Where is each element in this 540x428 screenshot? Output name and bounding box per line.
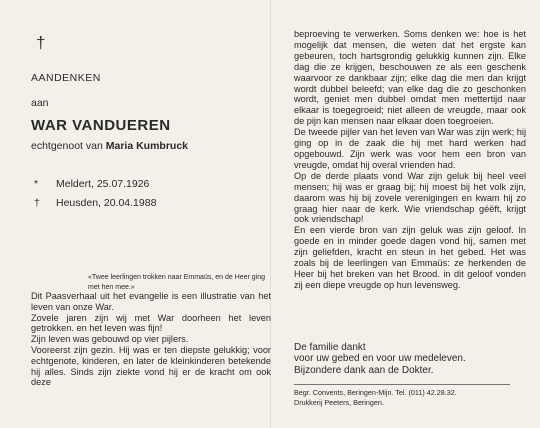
thanks-block [294,342,534,376]
left-body-text [31,291,271,388]
death-cross-icon: † [34,197,40,209]
birth-star-icon: * [34,178,39,190]
printer-line: Drukkerij Peeters, Beringen. [294,398,384,407]
cross-icon: † [36,33,46,52]
thanks-line: De familie dankt [294,342,366,353]
dedication-word: aan [31,97,49,109]
divider [294,384,510,385]
spouse-line [31,140,188,152]
death-line [34,197,156,209]
thanks-line: voor uw gebed en voor uw medeleven. [294,353,466,365]
memorial-heading: AANDENKEN [31,72,101,84]
printer-line: Begr. Convents, Beringen-Mijn. Tel. (011) 42.28.32. [294,388,457,397]
birth-date: Meldert, 25.07.1926 [56,178,150,190]
paragraph: Op de derde plaats vond War zijn geluk bij heel veel mensen; hij was er graag bij; hij moest bij het volk zijn, daarom was hij bij zovele verenigingen en kwam hij zo graag hier naar de kerk. Wie vriendschap géëft, krijgt ook vriendschap! [294,170,526,225]
scripture-quote: «Twee leerlingen trokken naar Emmaüs, en de Heer ging met hen mee.» [88,274,266,291]
paragraph: beproeving te verwerken. Soms denken we: hoe is het mogelijk dat mensen, die weten dat het ergste kan gebeuren, toch hartsgrondig gelukkig kunnen zijn. Elke dag die ze krijgen, beschouwen ze als een geschenk waarvoor ze dankbaar zijn; elke dag die men dan krijgt wordt dubbel beleefd; van elke dag die zo geschonken wordt, geniet men dubbel omdat men mettertijd naar elkaar is toegegroeid; niet alleen de vreugde, maar ook de pijn kan mensen naar elkaar doen toegroeien. [294,29,526,127]
thanks-line: Bijzondere dank aan de Dokter. [294,364,434,376]
birth-line [34,178,149,190]
paragraph: Zijn leven was gebouwd op vier pijlers. [31,334,189,345]
right-body-text [294,29,526,291]
spouse-prefix: echtgenoot van [31,140,103,152]
paragraph: En een vierde bron van zijn geluk was zijn geloof. In goede en in minder goede dagen vond hij, samen met zijn geliefden, kracht en steun in het gebed. Het was zoals bij de leerlingen van Emmaüs: ze herkenden de Heer bij het breken van het Brood. in dit geloof vonden zij een diepe vreugde op hun levensweg. [294,225,526,290]
printer-info [294,388,534,408]
deceased-name: WAR VANDUEREN [31,117,171,134]
paragraph: Vooreerst zijn gezin. Hij was er ten diepste gelukkig; voor echtgenote, kinderen, en later de kleinkinderen betekende hij alles. Sinds zijn ziekte vond hij er de kracht om ook deze [31,344,271,388]
spouse-name: Maria Kumbruck [105,140,189,152]
paragraph: Dit Paasverhaal uit het evangelie is een illustratie van het leven van onze War. [31,291,271,312]
paragraph: De tweede pijler van het leven van War was zijn werk; hij ging op in de zaak die hij met hard werken had opgebouwd. Zijn werk was voor hem een bron van vreugde, omdat hij overal vrienden had. [294,127,526,170]
death-date: Heusden, 20.04.1988 [56,197,157,209]
paragraph: Zovele jaren zijn wij met War doorheen het leven getrokken. en het leven was fijn! [31,312,271,334]
